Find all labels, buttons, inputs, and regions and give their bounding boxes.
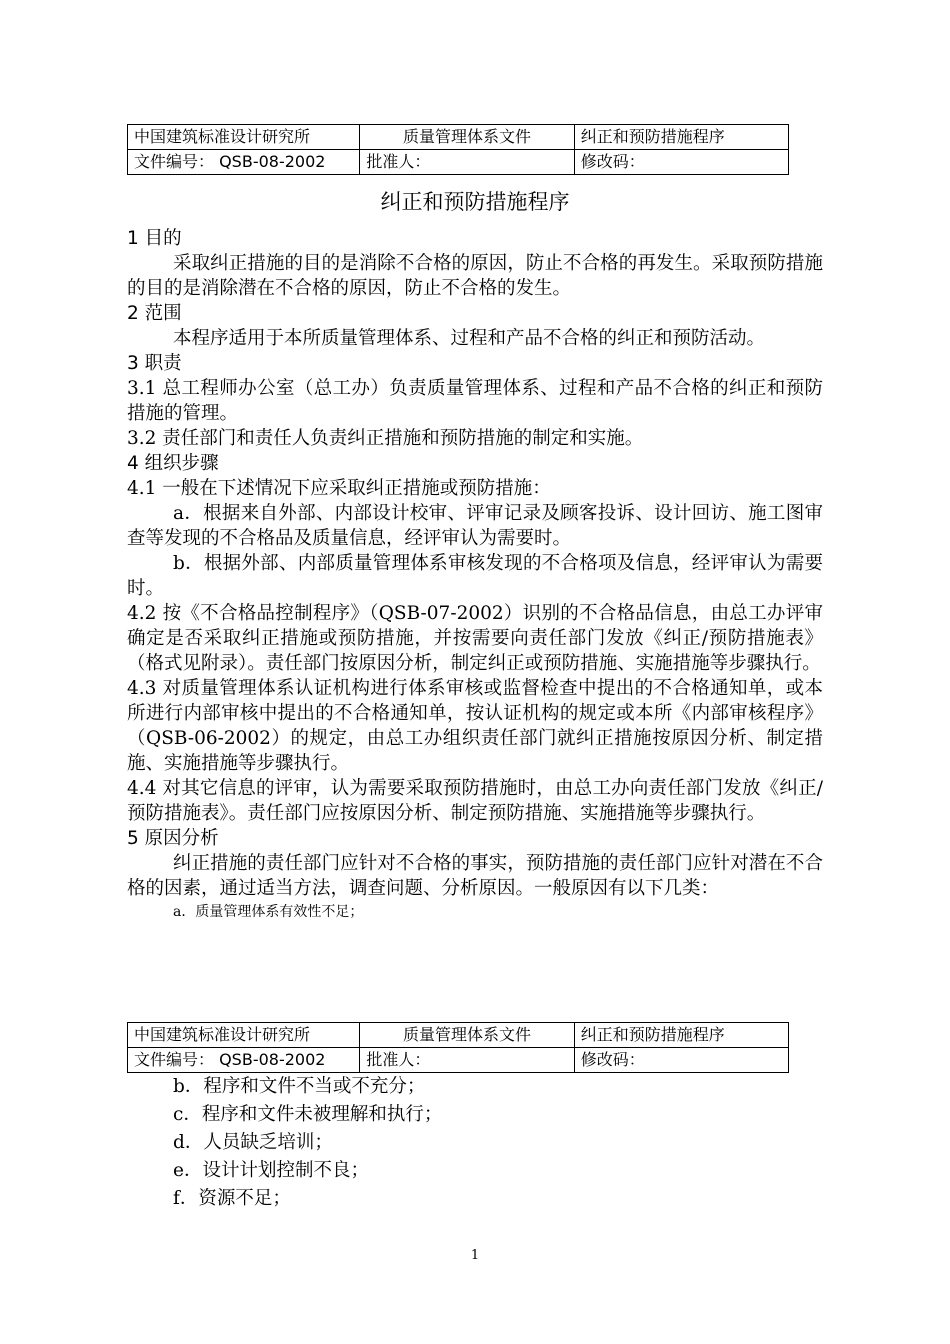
section-4-1-b: b．根据外部、内部质量管理体系审核发现的不合格项及信息，经评审认为需要时。	[127, 553, 823, 599]
list-item: f．资源不足；	[173, 1188, 291, 1209]
header-row-1	[128, 125, 789, 150]
list-item: c．程序和文件未被理解和执行；	[173, 1104, 443, 1125]
header-file-no: 文件编号： QSB-08-2002	[128, 1048, 360, 1073]
header-row-1	[128, 1023, 789, 1048]
section-3-heading: 3 职责	[127, 353, 182, 374]
section-4-3: 4.3 对质量管理体系认证机构进行体系审核或监督检查中提出的不合格通知单，或本所进行内部审核中提出的不合格通知单，按认证机构的规定或本所《内部审核程序》（QSB-06-2002）的规定，由总工办组织责任部门就纠正措施按原因分析、制定措施、实施措施等步骤执行。	[127, 678, 823, 774]
page-number: 1	[470, 1248, 480, 1263]
header-revision: 修改码：	[574, 150, 788, 175]
header-row-2	[128, 1048, 789, 1073]
header-proc-name: 纠正和预防措施程序	[574, 1023, 788, 1048]
header-approver: 批准人：	[360, 150, 574, 175]
section-3-2: 3.2 责任部门和责任人负责纠正措施和预防措施的制定和实施。	[127, 428, 644, 449]
page-title: 纠正和预防措施程序	[380, 190, 570, 214]
header-revision: 修改码：	[574, 1048, 788, 1073]
section-5-heading: 5 原因分析	[127, 828, 219, 849]
document-body	[127, 226, 823, 923]
section-1-heading: 1 目的	[127, 228, 182, 249]
header-doc-type: 质量管理体系文件	[360, 125, 574, 150]
document-header-table-repeat	[127, 1022, 789, 1073]
section-2-heading: 2 范围	[127, 303, 182, 324]
cause-list	[173, 1073, 823, 1213]
section-1-paragraph: 采取纠正措施的目的是消除不合格的原因，防止不合格的再发生。采取预防措施的目的是消除潜在不合格的原因，防止不合格的发生。	[127, 253, 823, 299]
section-4-4: 4.4 对其它信息的评审，认为需要采取预防措施时，由总工办向责任部门发放《纠正/预防措施表》。责任部门应按原因分析、制定预防措施、实施措施等步骤执行。	[127, 778, 823, 824]
section-3-1: 3.1 总工程师办公室（总工办）负责质量管理体系、过程和产品不合格的纠正和预防措施的管理。	[127, 378, 823, 424]
section-4-2: 4.2 按《不合格品控制程序》（QSB-07-2002）识别的不合格品信息，由总工办评审确定是否采取纠正措施或预防措施，并按需要向责任部门发放《纠正/预防措施表》（格式见附录）。责任部门按原因分析，制定纠正或预防措施、实施措施等步骤执行。	[127, 603, 823, 674]
section-4-heading: 4 组织步骤	[127, 453, 219, 474]
section-2-paragraph: 本程序适用于本所质量管理体系、过程和产品不合格的纠正和预防活动。	[173, 328, 766, 349]
list-item: e．设计计划控制不良；	[173, 1160, 369, 1181]
section-4-1: 4.1 一般在下述情况下应采取纠正措施或预防措施：	[127, 478, 551, 499]
header-proc-name: 纠正和预防措施程序	[574, 125, 788, 150]
section-4-1-a: a．根据来自外部、内部设计校审、评审记录及顾客投诉、设计回访、施工图审查等发现的不合格品及质量信息，经评审认为需要时。	[127, 503, 823, 549]
header-file-no: 文件编号： QSB-08-2002	[128, 150, 360, 175]
section-5-paragraph: 纠正措施的责任部门应针对不合格的事实，预防措施的责任部门应针对潜在不合格的因素，通过适当方法，调查问题、分析原因。一般原因有以下几类：	[127, 853, 823, 899]
section-5-item-a: a．质量管理体系有效性不足；	[173, 904, 364, 920]
list-item: b．程序和文件不当或不充分；	[173, 1076, 426, 1097]
header-approver: 批准人：	[360, 1048, 574, 1073]
header-row-2	[128, 150, 789, 175]
list-item: d．人员缺乏培训；	[173, 1132, 333, 1153]
header-org: 中国建筑标准设计研究所	[128, 1023, 360, 1048]
header-doc-type: 质量管理体系文件	[360, 1023, 574, 1048]
document-header-table	[127, 124, 789, 175]
header-org: 中国建筑标准设计研究所	[128, 125, 360, 150]
